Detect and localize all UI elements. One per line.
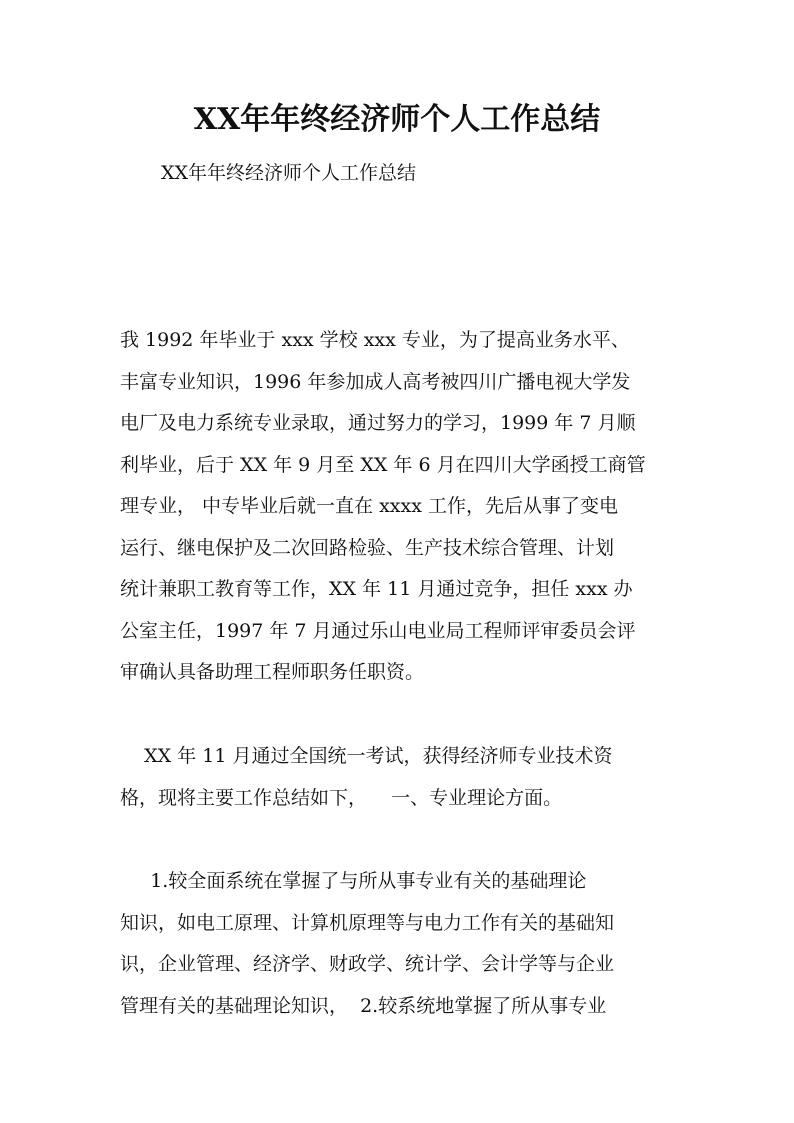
paragraph-line: 理专业， 中专毕业后就一直在 xxxx 工作，先后从事了变电	[120, 495, 618, 517]
paragraph-line: 公室主任，1997 年 7 月通过乐山电业局工程师评审委员会评	[120, 619, 636, 642]
paragraph-line: 丰富专业知识，1996 年参加成人高考被四川广播电视大学发	[120, 370, 631, 393]
paragraph-line: 电厂及电力系统专业录取，通过努力的学习，1999 年 7 月顺	[120, 412, 636, 434]
paragraph-3	[120, 861, 680, 1027]
paragraph-line: 利毕业，后于 XX 年 9 月至 XX 年 6 月在四川大学函授工商管	[120, 453, 646, 476]
document-title: XX年年终经济师个人工作总结	[193, 102, 601, 137]
paragraph-2	[120, 736, 680, 819]
paragraph-line: 管理有关的基础理论知识， 2.较系统地掌握了所从事专业	[120, 994, 607, 1017]
paragraph-1	[120, 320, 680, 694]
paragraph-line: 1.较全面系统在掌握了与所从事专业有关的基础理论	[120, 870, 587, 892]
paragraph-line: 运行、继电保护及二次回路检验、生产技术综合管理、计划	[120, 536, 615, 559]
paragraph-line: 识，企业管理、经济学、财政学、统计学、会计学等与企业	[120, 953, 615, 975]
paragraph-line: 我 1992 年毕业于 xxx 学校 xxx 专业，为了提高业务水平、	[120, 329, 630, 351]
paragraph-line: 统计兼职工教育等工作，XX 年 11 月通过竞争，担任 xxx 办	[120, 578, 633, 600]
paragraph-line: 格，现将主要工作总结如下， 一、专业理论方面。	[120, 786, 563, 809]
paragraph-line: XX 年 11 月通过全国统一考试，获得经济师专业技术资	[120, 745, 613, 767]
paragraph-line: 知识，如电工原理、计算机原理等与电力工作有关的基础知	[120, 911, 615, 934]
document-subtitle: XX年年终经济师个人工作总结	[161, 162, 417, 184]
paragraph-line: 审确认具备助理工程师职务任职资。	[120, 661, 425, 683]
